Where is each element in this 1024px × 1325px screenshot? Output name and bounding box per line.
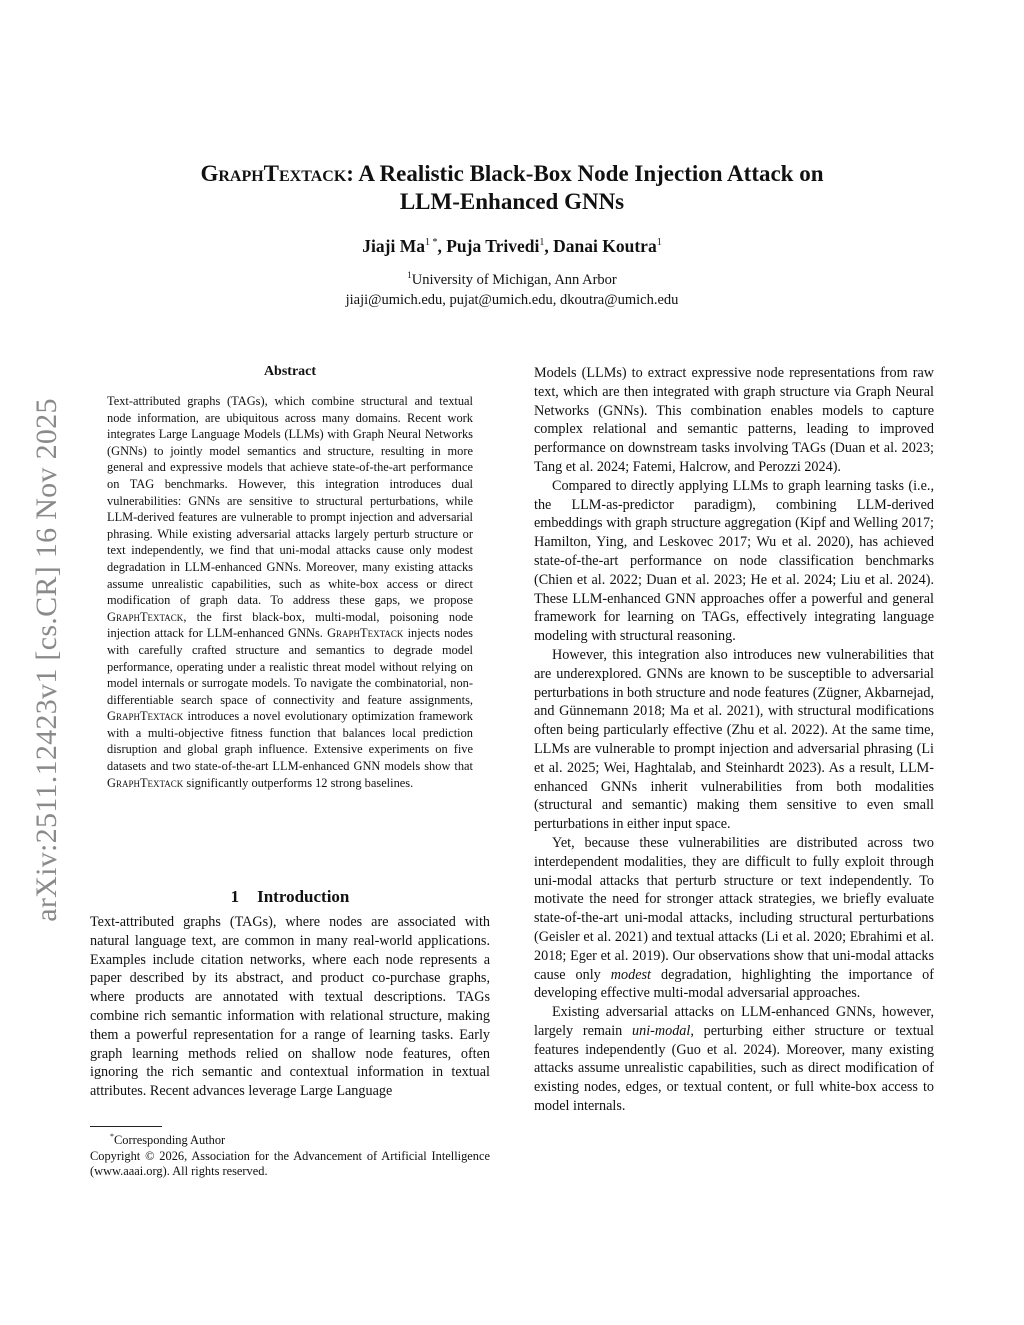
author-separator: , <box>437 236 447 256</box>
paragraph <box>534 1003 934 1116</box>
title-line-2: LLM-Enhanced GNNs <box>399 189 625 214</box>
intro-left-column <box>90 913 490 1101</box>
method-name: GraphTextack <box>107 609 184 624</box>
paragraph: However, this integration also introduces new vulnerabilities that are underexplored. GNNs are known to be susceptible to adversarial perturbations in both structure and node features (Zügner, Akbarnejad, and Günnemann 2018; Ma et al. 2021), with structural modifications often being particularly effective (Zhu et al. 2022). At the same time, LLMs are vulnerable to prompt injection and adversarial phrasing (Li et al. 2025; Wei, Haghtalab, and Steinhardt 2023). As a result, LLM-enhanced GNNs inherit vulnerabilities from both modalities (structural and semantic) making them sensitive to even small perturbations in either input space. <box>534 646 934 833</box>
author-affiliation-mark: 1 * <box>424 237 438 249</box>
author-affiliation-mark: 1 <box>539 237 545 249</box>
arxiv-identifier: arXiv:2511.12423v1 [cs.CR] 16 Nov 2025 <box>30 398 63 922</box>
method-name: GraphTextack <box>107 709 184 724</box>
paragraph: Models (LLMs) to extract expressive node representations from raw text, which are then integrated with graph structure via Graph Neural Networks (GNNs). This combination enables models to capture complex relational and semantic patterns, leading to improved performance on downstream tasks involving TAGs (Duan et al. 2023; Tang et al. 2024; Fatemi, Halcrow, and Perozzi 2024). <box>534 365 934 475</box>
abstract-text: significantly outperforms 12 strong baselines. <box>183 775 414 790</box>
paper-title <box>0 160 1024 216</box>
abstract-text: injects nodes with carefully crafted structure and semantics to degrade model performance, operating under a realistic threat model without relying on model internals or surrogate models. To navigate the combinatorial, non-differentiable search space of connectivity and feature assignments, <box>107 626 473 707</box>
method-name: GraphTextack <box>200 161 347 186</box>
copyright-notice: Copyright © 2026, Association for the Advancement of Artificial Intelligence (www.aaai.org). All rights reserved. <box>90 1148 490 1179</box>
title-line-1-rest: : A Realistic Black-Box Node Injection Attack on <box>346 161 824 186</box>
paragraph <box>534 834 934 1003</box>
abstract-text: , the first black-box, multi-modal, poisoning node injection attack for LLM-enhanced GNNs. <box>107 609 473 641</box>
author-name: Jiaji Ma <box>362 236 425 256</box>
method-name: GraphTextack <box>107 775 184 790</box>
author-name: Puja Trivedi <box>446 236 540 256</box>
abstract-heading: Abstract <box>263 364 317 379</box>
footnote-rule <box>90 1126 162 1127</box>
abstract-text: Text-attributed graphs (TAGs), which combine structural and textual node information, are ubiquitous across many domains. Recent work integrates Large Language Models (LLMs) with Graph Neural Networks (GNNs) to jointly model semantics and structure, resulting in more general and expressive models that achieve state-of-the-art performance on TAG benchmarks. However, this integration introduces dual vulnerabilities: GNNs are sensitive to structural perturbations, while LLM-derived features are vulnerable to prompt injection and adversarial phrasing. While existing adversarial attacks largely perturb structure or text independently, we find that uni-modal attacks cause only modest degradation in LLM-enhanced GNNs. Moreover, many existing attacks assume unrealistic capabilities, such as white-box access or direct modification of graph data. To address these gaps, we propose <box>107 394 473 608</box>
footnote-text: Corresponding Author <box>114 1133 226 1148</box>
paragraph: Compared to directly applying LLMs to graph learning tasks (i.e., the LLM-as-predictor paradigm), combining LLM-derived embeddings with graph structure aggregation (Kipf and Welling 2017; Hamilton, Ying, and Leskovec 2017; Wu et al. 2020), has achieved state-of-the-art performance on node classification benchmarks (Chien et al. 2022; Duan et al. 2023; He et al. 2024; Liu et al. 2024). These LLM-enhanced GNN approaches offer a powerful and general framework for learning on TAGs, effectively integrating language modeling with structural reasoning. <box>534 477 934 645</box>
affiliation-block <box>0 265 1024 310</box>
author-separator: , <box>544 236 554 256</box>
section-title: Introduction <box>257 887 350 906</box>
abstract-text: introduces a novel evolutionary optimization framework with a multi-objective fitness function that balances local prediction disruption and global graph influence. Extensive experiments on five datasets and two state-of-the-art LLM-enhanced GNN models show that <box>107 709 473 774</box>
affiliation-mark: 1 <box>407 270 412 280</box>
author-list <box>0 236 1024 257</box>
paragraph-text: Existing adversarial attacks on LLM-enhanced GNNs, however, largely remain <box>534 1004 934 1039</box>
author-affiliation-mark: 1 <box>656 237 662 249</box>
author-emails: jiaji@umich.edu, pujat@umich.edu, dkoutra@umich.edu <box>345 291 679 308</box>
paragraph-text: Yet, because these vulnerabilities are distributed across two interdependent modalities, they are difficult to fully exploit through uni-modal attacks that perturb structure or text independently. To motivate the need for stronger attack strategies, we briefly evaluate state-of-the-art uni-modal attacks, including structural perturbations (Geisler et al. 2021) and textual attacks (Li et al. 2020; Ebrahimi et al. 2018; Eger et al. 2019). Our observations show that uni-modal attacks cause only <box>534 834 934 983</box>
author-name: Danai Koutra <box>553 236 657 256</box>
affiliation-name: University of Michigan, Ann Arbor <box>411 271 617 288</box>
footnote-block <box>90 1129 490 1180</box>
paragraph: Text-attributed graphs (TAGs), where nodes are associated with natural language text, are common in many real-world applications. Examples include citation networks, where each node represents a paper described by its abstract, and product co-purchase graphs, where products are annotated with textual descriptions. TAGs combine rich semantic information with relational structure, making them a powerful representation for a range of learning tasks. Early graph learning methods relied on shallow node features, often ignoring the rich semantic and contextual information in textual attributes. Recent advances leverage Large Language <box>90 914 490 1100</box>
abstract-body <box>107 393 473 791</box>
section-number: 1 <box>230 887 240 906</box>
right-column <box>534 364 934 1116</box>
emphasis-text: modest <box>610 966 651 983</box>
emphasis-text: uni-modal <box>632 1022 691 1039</box>
paragraph-text: , perturbing either structure or textual features independently (Guo et al. 2024). Moreover, many existing attacks assume unrealistic capabilities, such as direct modification of existing nodes, edges, or textual content, or full white-box access to model internals. <box>534 1022 934 1115</box>
footnote-mark: * <box>110 1132 114 1141</box>
section-heading-introduction <box>90 887 490 907</box>
paragraph-text: degradation, highlighting the importance of developing effective multi-modal adversarial approaches. <box>534 966 934 1002</box>
method-name: GraphTextack <box>327 626 404 641</box>
